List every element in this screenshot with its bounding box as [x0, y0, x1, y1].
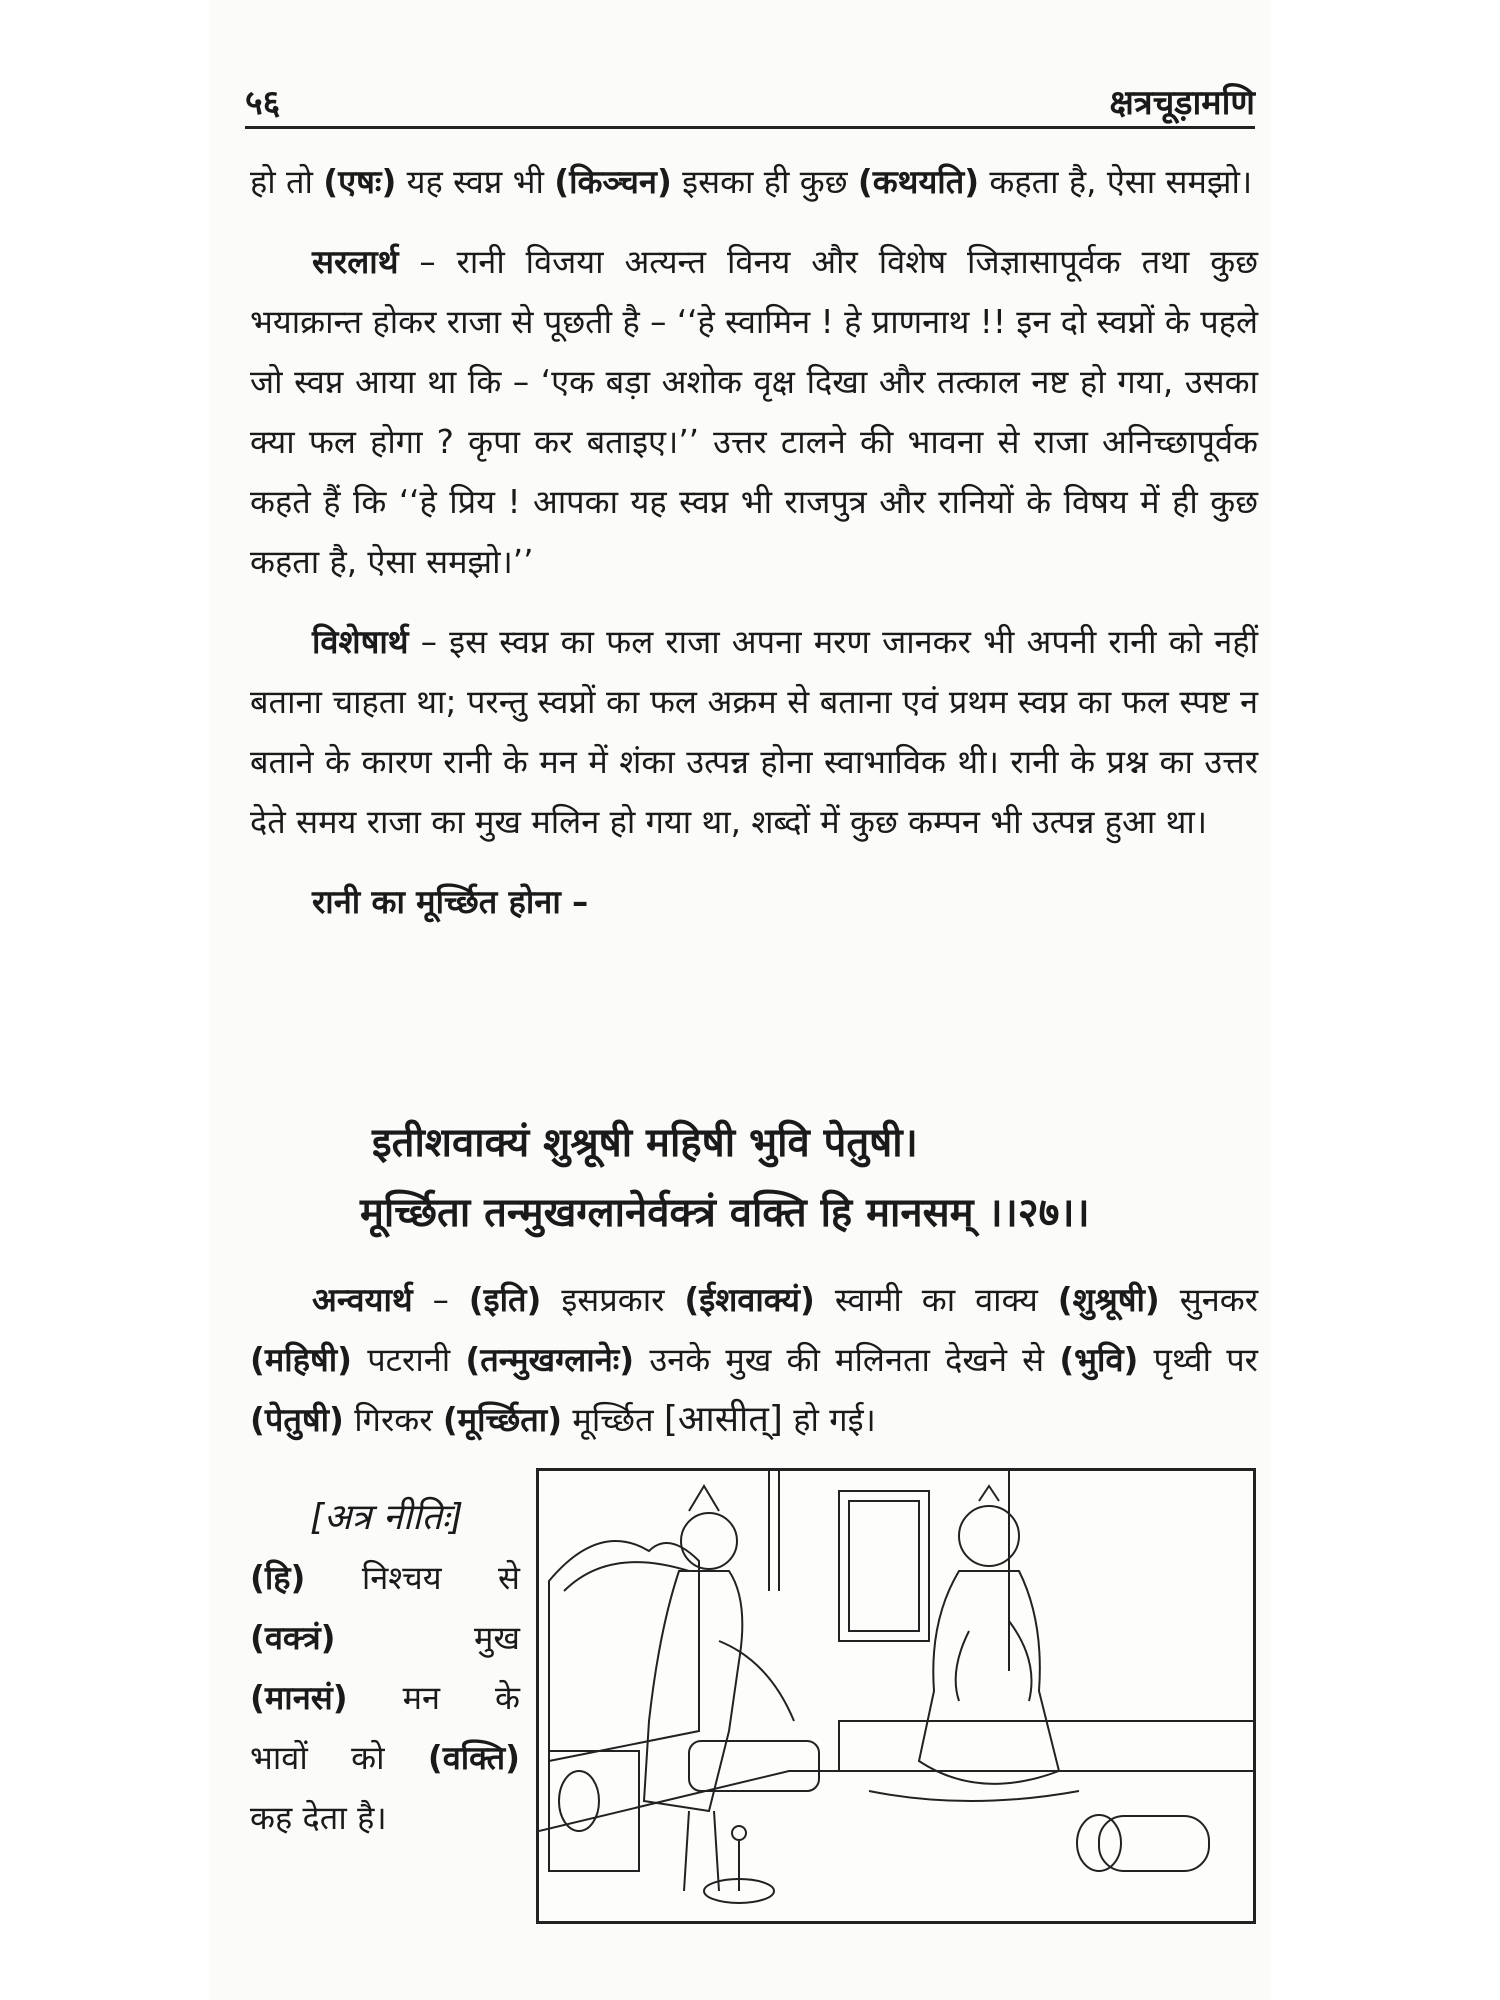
sarlarth-paragraph: सरलार्थ – रानी विजया अत्यन्त विनय और विशेष जिज्ञासापूर्वक तथा कुछ भयाक्रान्त होकर राजा से पूछती है – ‘‘हे स्वामिन ! हे प्राणनाथ !! इन दो स्वप्नों के पहले जो स्वप्न आया था कि – ‘एक बड़ा अशोक वृक्ष दिखा और तत्काल नष्ट हो गया, उसका क्या फल होगा ? कृपा कर बताइए।’’ उत्तर टालने की भावना से राजा अनिच्छापूर्वक कहते हैं कि ‘‘हे प्रिय ! आपका यह स्वप्न भी राजपुत्र और रानियों के विषय में ही कुछ कहता है, ऐसा समझो।’’	[250, 243, 1258, 581]
illustration-king-and-queen	[536, 1468, 1256, 1924]
page-number: ५६	[245, 83, 281, 123]
illustration-drawing	[539, 1471, 1253, 1921]
paragraph-continuation: हो तो (एषः) यह स्वप्न भी (किञ्चन) इसका ही कुछ (कथयति) कहता है, ऐसा समझो।	[250, 163, 1253, 201]
visheshartha-heading: विशेषार्थ	[312, 623, 409, 661]
niti-box: [अत्र नीतिः] (हि) निश्चय से (वक्त्रं) मुख (मानसं) मन के भावों को (वक्ति) कह देता है।	[250, 1488, 520, 1848]
verse-line-2: मूर्च्छिता तन्मुखग्लानेर्वक्त्रं वक्ति हि मानसम् ।।२७।।	[360, 1190, 1090, 1236]
anvayarth-heading: अन्वयार्थ	[312, 1281, 413, 1319]
anvayarth-paragraph: अन्वयार्थ – (इति) इसप्रकार (ईशवाक्यं) स्वामी का वाक्य (शुश्रूषी) सुनकर (महिषी) पटरानी (तन्मुखग्लानेः) उनके मुख की मलिनता देखने से (भुवि) पृथ्वी पर (पेतुषी) गिरकर (मूर्च्छिता) मूर्च्छित [आसीत्] हो गई।	[250, 1281, 1258, 1440]
visheshartha-paragraph: विशेषार्थ – इस स्वप्न का फल राजा अपना मरण जानकर भी अपनी रानी को नहीं बताना चाहता था; परन्तु स्वप्नों का फल अक्रम से बताना एवं प्रथम स्वप्न का फल स्पष्ट न बताने के कारण रानी के मन में शंका उत्पन्न होना स्वाभाविक थी। रानी के प्रश्न का उत्तर देते समय राजा का मुख मलिन हो गया था, शब्दों में कुछ कम्पन भी उत्पन्न हुआ था।	[250, 623, 1258, 841]
main-text	[250, 152, 1258, 932]
page-header	[245, 72, 1255, 129]
section-heading: रानी का मूर्च्छित होना –	[312, 883, 589, 921]
sarlarth-heading: सरलार्थ	[312, 243, 399, 281]
verse-line-1: इतीशवाक्यं शुश्रूषी महिषी भुवि पेतुषी।	[372, 1120, 918, 1166]
sanskrit-verse	[360, 1108, 1252, 1248]
niti-heading: [अत्र नीतिः]	[310, 1497, 464, 1538]
book-title: क्षत्रचूड़ामणि	[1109, 83, 1255, 123]
